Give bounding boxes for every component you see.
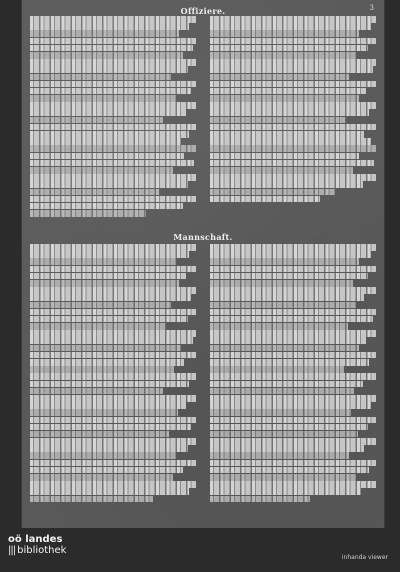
text-line	[30, 452, 176, 459]
text-line	[30, 189, 159, 196]
text-line	[30, 167, 173, 174]
text-line	[210, 280, 353, 287]
section-title-crew: Mannschaft.	[173, 232, 233, 242]
text-line	[210, 138, 371, 145]
crew-left-column	[30, 244, 196, 503]
text-line	[30, 160, 194, 167]
text-line	[210, 388, 354, 395]
text-line	[210, 345, 359, 352]
text-line	[210, 74, 349, 81]
text-line	[210, 481, 376, 488]
text-line	[210, 174, 376, 181]
text-line	[210, 160, 374, 167]
text-line	[210, 359, 369, 366]
text-line	[30, 417, 196, 424]
text-line	[210, 23, 371, 30]
text-line	[30, 460, 196, 467]
text-line	[30, 445, 188, 452]
text-line	[30, 258, 176, 265]
text-line	[30, 30, 179, 37]
text-line	[210, 409, 351, 416]
text-line	[210, 460, 376, 467]
text-line	[210, 181, 363, 188]
text-line	[30, 131, 189, 138]
text-line	[210, 496, 310, 503]
text-line	[30, 481, 196, 488]
text-line	[30, 23, 189, 30]
text-line	[210, 373, 376, 380]
text-line	[30, 388, 163, 395]
text-line	[30, 294, 191, 301]
text-line	[210, 366, 344, 373]
text-line	[30, 244, 196, 251]
text-line	[210, 424, 368, 431]
text-line	[30, 81, 196, 88]
text-line	[210, 88, 366, 95]
text-line	[30, 373, 196, 380]
text-line	[30, 352, 196, 359]
text-line	[30, 266, 196, 273]
text-line	[30, 210, 146, 217]
text-line	[210, 66, 373, 73]
text-line	[210, 309, 376, 316]
text-line	[210, 131, 364, 138]
text-line	[210, 16, 376, 23]
text-line	[30, 366, 174, 373]
text-line	[30, 45, 193, 52]
text-line	[30, 309, 196, 316]
text-line	[210, 294, 364, 301]
text-line	[210, 337, 366, 344]
text-line	[210, 273, 368, 280]
text-line	[210, 474, 356, 481]
text-line	[210, 38, 376, 45]
text-line	[210, 189, 335, 196]
text-line	[210, 395, 376, 402]
text-line	[210, 59, 376, 66]
text-line	[210, 117, 346, 124]
text-line	[30, 117, 163, 124]
text-line	[30, 124, 196, 131]
text-line	[30, 280, 179, 287]
text-line	[30, 16, 196, 23]
text-line	[30, 153, 184, 160]
logo-line-1: oö landes	[8, 534, 63, 545]
text-line	[210, 330, 376, 337]
text-line	[210, 445, 364, 452]
text-line	[210, 381, 363, 388]
text-line	[210, 352, 376, 359]
text-line	[30, 438, 196, 445]
text-line	[30, 95, 176, 102]
text-line	[210, 452, 349, 459]
logo-line-2	[8, 545, 66, 556]
text-line	[30, 138, 181, 145]
text-line	[30, 59, 196, 66]
text-line	[210, 287, 376, 294]
text-line	[210, 302, 356, 309]
text-line	[210, 467, 369, 474]
scanned-page	[22, 0, 384, 528]
text-line	[30, 74, 171, 81]
text-line	[30, 381, 189, 388]
crew-right-column	[210, 244, 376, 503]
text-line	[30, 345, 181, 352]
text-line	[210, 251, 371, 258]
text-line	[30, 424, 191, 431]
officers-right-column	[210, 16, 376, 203]
text-line	[210, 244, 376, 251]
text-line	[210, 109, 369, 116]
text-line	[210, 167, 353, 174]
text-line	[30, 316, 188, 323]
text-line	[30, 409, 178, 416]
logo-line-2-text: bibliothek	[17, 545, 67, 556]
text-line	[210, 438, 376, 445]
text-line	[30, 474, 173, 481]
text-line	[30, 337, 193, 344]
text-line	[30, 66, 188, 73]
text-line	[210, 30, 359, 37]
viewer-credit: inhanda viewer	[341, 554, 388, 561]
section-title-officers: Offiziere.	[180, 6, 226, 16]
text-line	[210, 323, 348, 330]
text-line	[210, 431, 358, 438]
text-line	[30, 431, 169, 438]
text-line	[30, 109, 186, 116]
text-line	[30, 287, 196, 294]
text-line	[210, 124, 376, 131]
text-line	[210, 266, 376, 273]
text-line	[30, 145, 196, 152]
text-line	[210, 81, 376, 88]
text-line	[210, 95, 359, 102]
text-line	[30, 196, 196, 203]
text-line	[210, 417, 376, 424]
text-line	[210, 153, 359, 160]
text-line	[210, 196, 320, 203]
text-line	[30, 251, 189, 258]
text-line	[30, 302, 171, 309]
text-line	[30, 102, 196, 109]
text-line	[30, 323, 166, 330]
text-line	[30, 88, 191, 95]
text-line	[210, 402, 371, 409]
text-line	[30, 38, 196, 45]
text-line	[210, 258, 359, 265]
text-line	[30, 181, 188, 188]
text-line	[30, 467, 183, 474]
text-line	[30, 330, 196, 337]
text-line	[210, 488, 361, 495]
text-line	[30, 496, 153, 503]
officers-left-column	[30, 16, 196, 217]
logo-bars-icon: |||	[8, 545, 16, 556]
text-line	[30, 395, 196, 402]
text-line	[30, 174, 196, 181]
text-line	[210, 316, 373, 323]
text-line	[30, 203, 183, 210]
text-line	[30, 273, 186, 280]
text-line	[30, 52, 183, 59]
text-line	[210, 145, 376, 152]
text-line	[30, 402, 186, 409]
text-line	[210, 52, 356, 59]
text-line	[210, 102, 376, 109]
text-line	[30, 359, 184, 366]
text-line	[210, 45, 368, 52]
page-number: 3	[369, 4, 374, 12]
text-line	[30, 488, 189, 495]
library-logo[interactable]	[8, 534, 66, 556]
